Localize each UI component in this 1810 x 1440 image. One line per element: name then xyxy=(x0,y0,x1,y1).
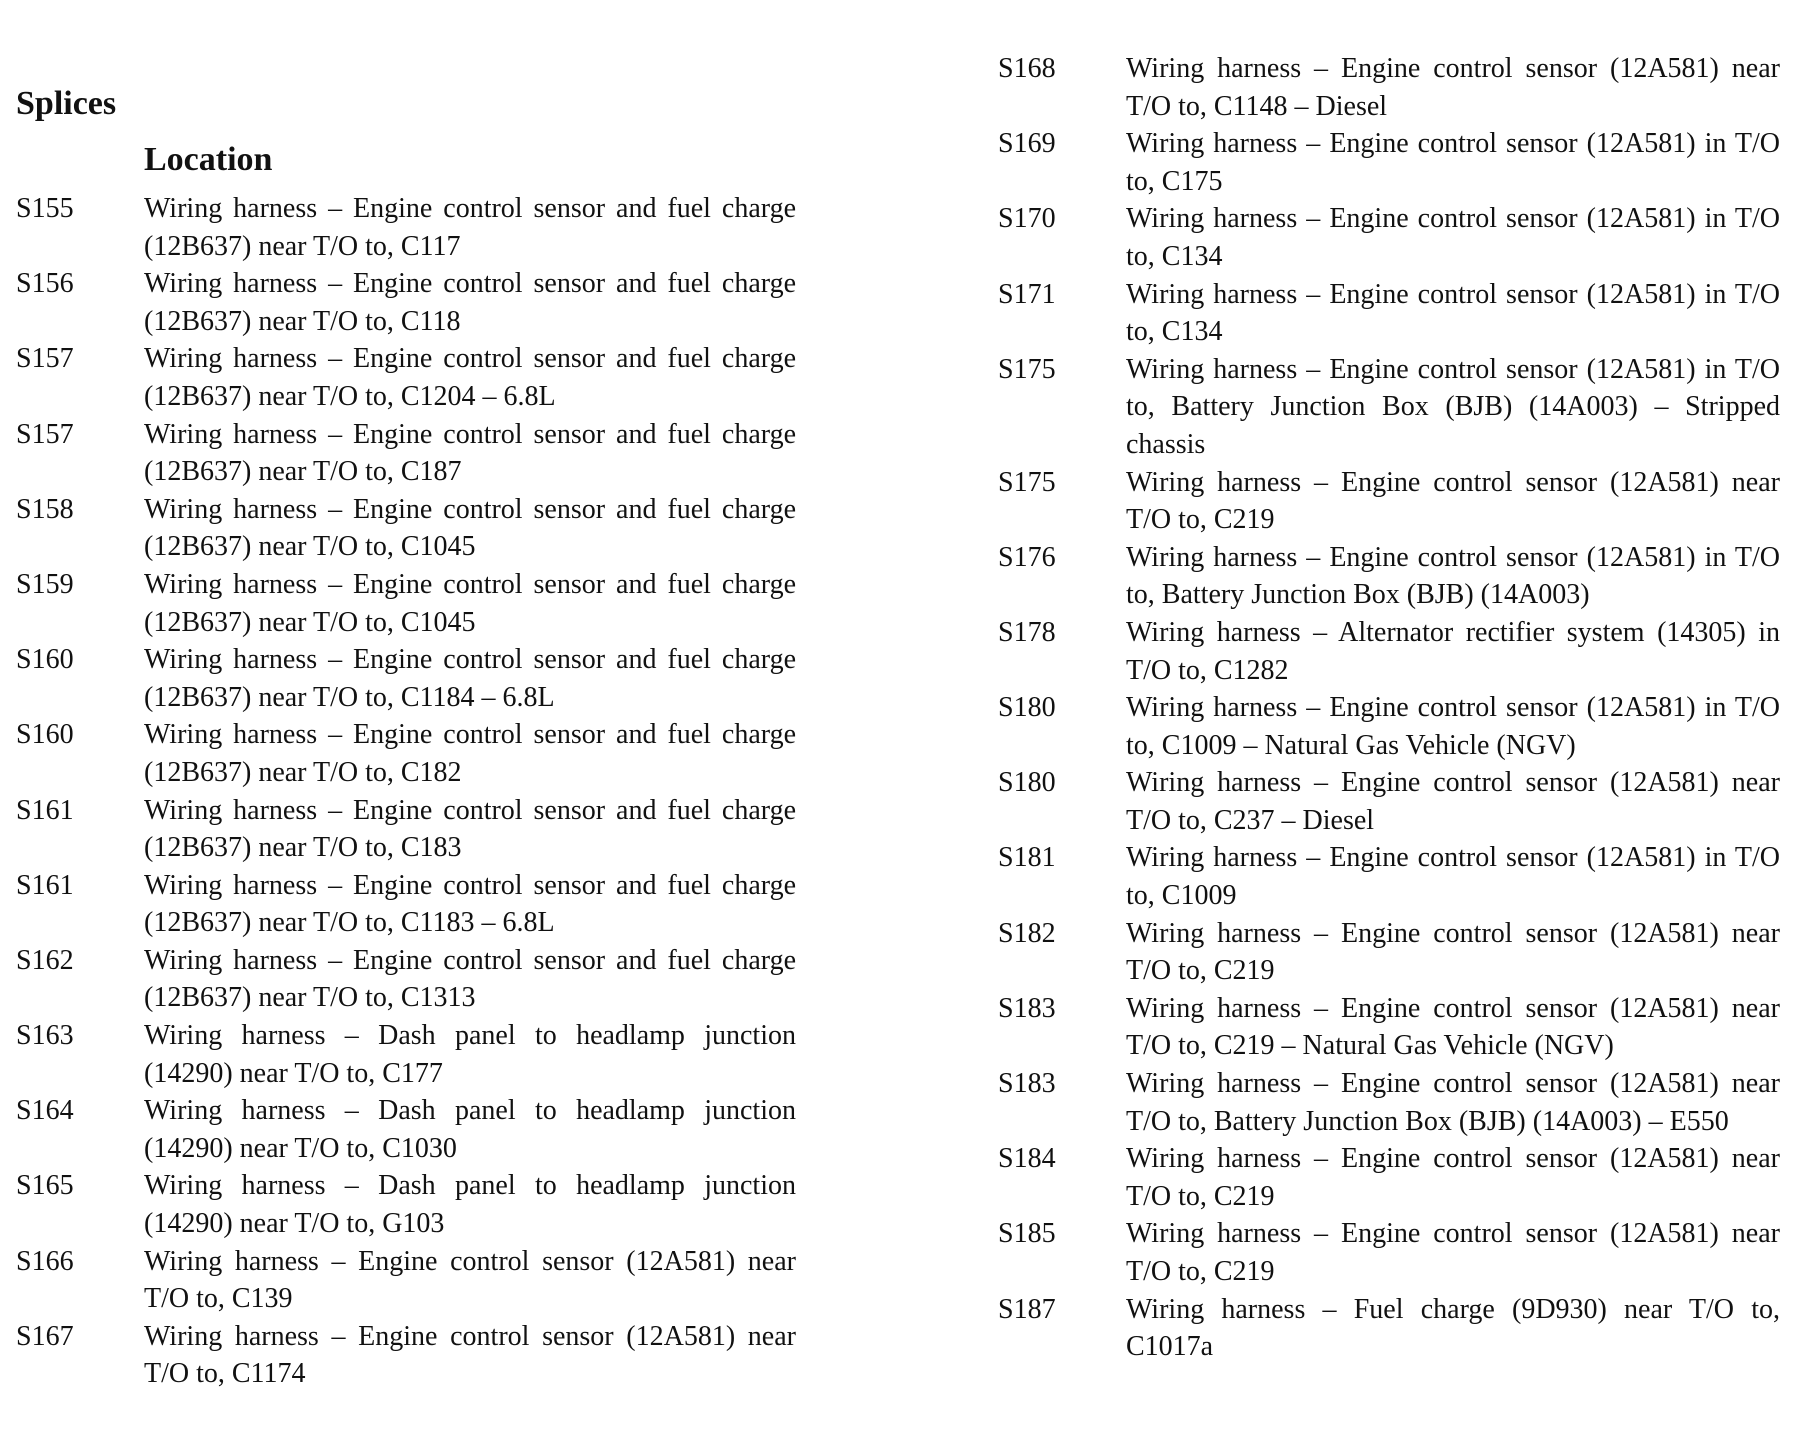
splice-code: S180 xyxy=(998,767,1056,799)
splice-location: Wiring harness – Engine control sensor and fuel charge (12B637) near T/O to, C187 xyxy=(144,418,796,488)
splice-entry xyxy=(998,1065,1780,1140)
splice-entry xyxy=(998,915,1780,990)
splice-entry xyxy=(998,1215,1780,1290)
splice-location: Wiring harness – Engine control sensor (12A581) near T/O to, C219 xyxy=(1126,1143,1780,1212)
splice-location: Wiring harness – Engine control sensor (12A581) in T/O to, C134 xyxy=(1126,278,1780,348)
splice-location: Wiring harness – Engine control sensor (12A581) near T/O to, C219 xyxy=(1126,917,1780,987)
splice-entry xyxy=(16,1017,796,1092)
splice-location: Wiring harness – Engine control sensor (12A581) near T/O to, C1148 – Diesel xyxy=(1126,53,1780,122)
splice-location: Wiring harness – Dash panel to headlamp junction (14290) near T/O to, C1030 xyxy=(144,1095,796,1164)
splice-entry xyxy=(998,764,1780,839)
splice-code: S161 xyxy=(16,794,74,826)
splice-code: S160 xyxy=(16,644,74,676)
splice-code: S187 xyxy=(998,1293,1056,1325)
splice-code: S157 xyxy=(16,343,74,375)
splice-list-left xyxy=(16,190,796,1393)
splice-code: S155 xyxy=(16,193,74,224)
splice-location: Wiring harness – Dash panel to headlamp junction (14290) near T/O to, C177 xyxy=(144,1020,796,1089)
splice-location: Wiring harness – Engine control sensor and fuel charge (12B637) near T/O to, C118 xyxy=(144,268,796,337)
splice-entry xyxy=(998,1291,1780,1366)
splice-code: S166 xyxy=(16,1245,74,1277)
splice-entry xyxy=(998,1140,1780,1215)
splice-entry xyxy=(16,1092,796,1167)
splice-location: Wiring harness – Engine control sensor (12A581) in T/O to, C1009 – Natural Gas Vehicle (NGV) xyxy=(1126,692,1780,761)
splice-entry xyxy=(16,1167,796,1242)
splice-list-right xyxy=(998,50,1780,1366)
splice-location: Wiring harness – Engine control sensor (12A581) near T/O to, C219 xyxy=(1126,1218,1780,1287)
splice-location: Wiring harness – Fuel charge (9D930) near T/O to, C1017a xyxy=(1126,1293,1780,1363)
splice-code: S175 xyxy=(998,466,1056,498)
splice-location: Wiring harness – Engine control sensor and fuel charge (12B637) near T/O to, C1183 – 6.8L xyxy=(144,869,796,939)
splice-code: S181 xyxy=(998,842,1056,874)
splice-entry xyxy=(998,539,1780,614)
splice-location: Wiring harness – Engine control sensor and fuel charge (12B637) near T/O to, C1313 xyxy=(144,944,796,1014)
splice-entry xyxy=(998,200,1780,275)
splice-location: Wiring harness – Engine control sensor (12A581) near T/O to, C1174 xyxy=(144,1320,796,1390)
splice-entry xyxy=(998,689,1780,764)
splice-entry xyxy=(998,990,1780,1065)
splice-code: S167 xyxy=(16,1320,74,1352)
splice-entry xyxy=(998,464,1780,539)
splice-code: S162 xyxy=(16,944,74,976)
splice-code: S156 xyxy=(16,268,74,300)
splice-code: S158 xyxy=(16,493,74,525)
splice-entry xyxy=(16,340,796,415)
splice-entry xyxy=(16,641,796,716)
splice-code: S183 xyxy=(998,1068,1056,1100)
section-title: Splices xyxy=(16,85,117,122)
splice-entry xyxy=(16,716,796,791)
splice-entry xyxy=(998,50,1780,125)
splice-entry xyxy=(16,1243,796,1318)
splice-location: Wiring harness – Dash panel to headlamp junction (14290) near T/O to, G103 xyxy=(144,1170,796,1240)
splice-location: Wiring harness – Engine control sensor (12A581) in T/O to, Battery Junction Box (BJB) (14A003) xyxy=(1126,541,1780,611)
splice-entry xyxy=(998,276,1780,351)
splice-code: S157 xyxy=(16,418,74,450)
splice-entry xyxy=(998,351,1780,464)
splice-entry xyxy=(16,1318,796,1393)
splice-entry xyxy=(16,942,796,1017)
splice-code: S182 xyxy=(998,917,1056,949)
splice-code: S180 xyxy=(998,692,1056,724)
splice-location: Wiring harness – Engine control sensor and fuel charge (12B637) near T/O to, C182 xyxy=(144,719,796,788)
splice-entry xyxy=(16,265,796,340)
splice-code: S178 xyxy=(998,616,1056,648)
splice-location: Wiring harness – Engine control sensor (12A581) near T/O to, C219 – Natural Gas Vehicle (NGV) xyxy=(1126,992,1780,1062)
splice-code: S183 xyxy=(998,992,1056,1024)
splice-entry xyxy=(16,491,796,566)
splice-code: S184 xyxy=(998,1143,1056,1175)
splice-code: S176 xyxy=(998,541,1056,573)
splice-code: S171 xyxy=(998,278,1056,310)
splice-code: S160 xyxy=(16,719,74,751)
splice-code: S163 xyxy=(16,1020,74,1052)
splice-code: S168 xyxy=(998,53,1056,84)
splice-code: S165 xyxy=(16,1170,74,1202)
splice-entry xyxy=(16,190,796,265)
splice-location: Wiring harness – Engine control sensor and fuel charge (12B637) near T/O to, C1204 – 6.8L xyxy=(144,343,796,412)
splice-code: S159 xyxy=(16,568,74,600)
splice-location: Wiring harness – Engine control sensor and fuel charge (12B637) near T/O to, C183 xyxy=(144,794,796,864)
splice-entry xyxy=(998,839,1780,914)
splice-location: Wiring harness – Engine control sensor (12A581) in T/O to, C1009 xyxy=(1126,842,1780,912)
splice-code: S169 xyxy=(998,128,1056,160)
splice-code: S175 xyxy=(998,353,1056,385)
splice-code: S161 xyxy=(16,869,74,901)
splice-location: Wiring harness – Engine control sensor (12A581) near T/O to, Battery Junction Box (BJB) (14A003) – E550 xyxy=(1126,1068,1780,1137)
splice-location: Wiring harness – Engine control sensor (12A581) in T/O to, C175 xyxy=(1126,128,1780,197)
splice-location: Wiring harness – Engine control sensor (12A581) near T/O to, C219 xyxy=(1126,466,1780,536)
splice-location: Wiring harness – Engine control sensor (12A581) in T/O to, C134 xyxy=(1126,203,1780,272)
splice-location: Wiring harness – Engine control sensor and fuel charge (12B637) near T/O to, C1045 xyxy=(144,493,796,563)
splice-location: Wiring harness – Alternator rectifier system (14305) in T/O to, C1282 xyxy=(1126,616,1780,686)
splice-code: S164 xyxy=(16,1095,74,1127)
splice-location: Wiring harness – Engine control sensor (12A581) near T/O to, C139 xyxy=(144,1245,796,1315)
splice-code: S170 xyxy=(998,203,1056,235)
splice-location: Wiring harness – Engine control sensor (12A581) in T/O to, Battery Junction Box (BJB) (14A003) – Stripped chassis xyxy=(1126,353,1780,460)
left-column xyxy=(16,0,796,1393)
splice-location: Wiring harness – Engine control sensor and fuel charge (12B637) near T/O to, C117 xyxy=(144,193,796,262)
right-column xyxy=(998,0,1780,1366)
splice-location: Wiring harness – Engine control sensor and fuel charge (12B637) near T/O to, C1045 xyxy=(144,568,796,638)
splice-entry xyxy=(998,125,1780,200)
splice-location: Wiring harness – Engine control sensor (12A581) near T/O to, C237 – Diesel xyxy=(1126,767,1780,836)
splice-location: Wiring harness – Engine control sensor and fuel charge (12B637) near T/O to, C1184 – 6.8L xyxy=(144,644,796,713)
splice-entry xyxy=(16,566,796,641)
splice-entry xyxy=(998,614,1780,689)
splice-code: S185 xyxy=(998,1218,1056,1250)
splice-entry xyxy=(16,867,796,942)
splice-entry xyxy=(16,416,796,491)
splice-entry xyxy=(16,792,796,867)
location-column-header: Location xyxy=(144,141,273,178)
